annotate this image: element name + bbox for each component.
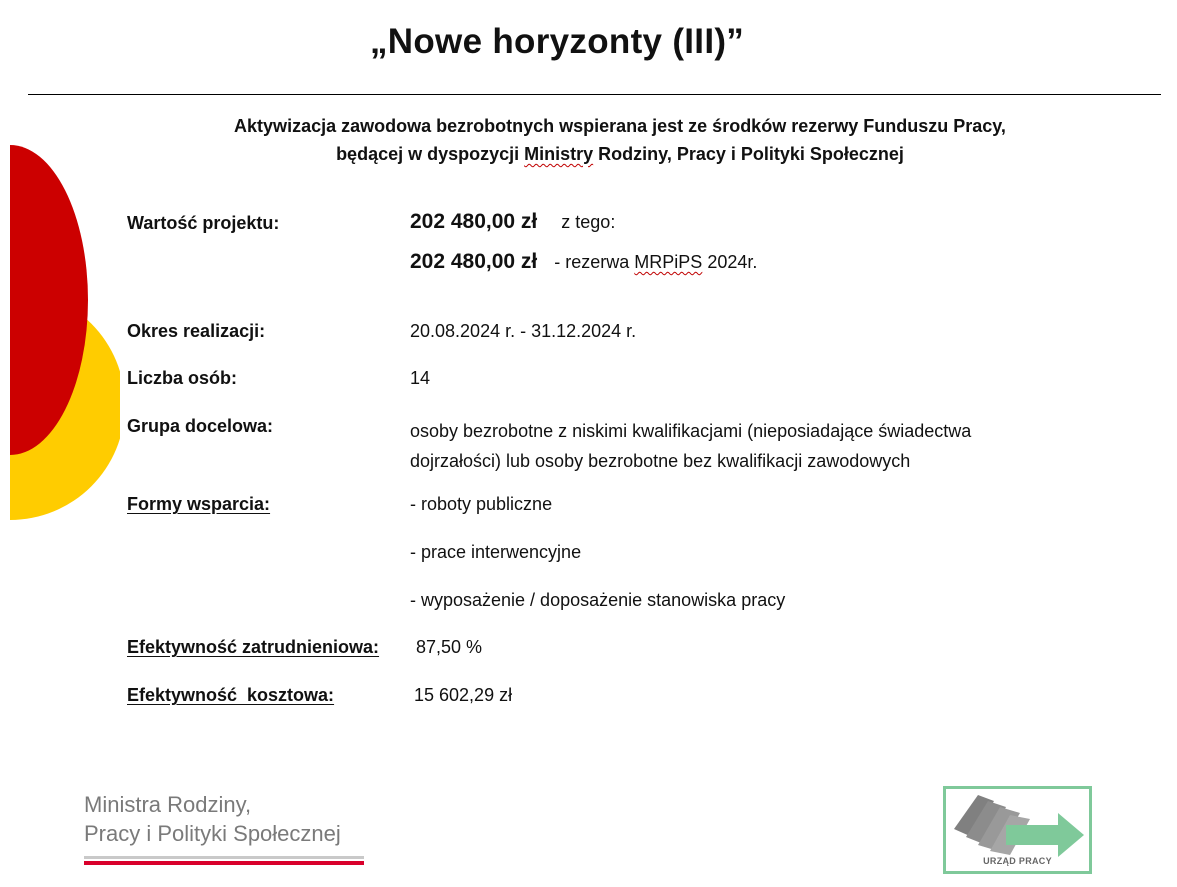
reserve-amount: 202 480,00 zł xyxy=(410,250,538,273)
project-value-row xyxy=(410,210,615,234)
urzad-pracy-logo xyxy=(943,786,1092,874)
target-group-value: osoby bezrobotne z niskimi kwalifikacjami (nieposiadające świadectwa dojrzałości) lub osoby bezrobotne bez kwalifikacji zawodowych xyxy=(410,421,972,471)
cost-efficiency-value: 15 602,29 zł xyxy=(414,685,513,705)
flag-stripe-white xyxy=(84,856,364,859)
project-value-note: z tego: xyxy=(561,212,616,232)
reserve-note: - rezerwa MRPiPS 2024r. xyxy=(554,252,758,272)
flag-stripe-red xyxy=(84,861,364,865)
decorative-semicircles xyxy=(0,0,120,560)
employment-efficiency-value: 87,50 % xyxy=(416,637,483,657)
project-value-label: Wartość projektu: xyxy=(127,213,280,233)
reserve-amount-row xyxy=(410,250,757,274)
spellcheck-marked-word: Ministry xyxy=(524,144,594,164)
title-divider xyxy=(28,94,1161,95)
cost-efficiency-label: Efektywność kosztowa: xyxy=(127,685,335,705)
project-value-amount: 202 480,00 zł xyxy=(410,210,538,233)
ministry-logo-text: Ministra Rodziny, Pracy i Polityki Społecznej xyxy=(84,792,341,846)
people-count-value: 14 xyxy=(410,368,431,388)
support-form-item: - wyposażenie / doposażenie stanowiska pracy xyxy=(410,590,786,610)
target-group-label: Grupa docelowa: xyxy=(127,416,274,436)
support-forms-label: Formy wsparcia: xyxy=(127,494,271,514)
support-form-item: - prace interwencyjne xyxy=(410,542,582,562)
period-value: 20.08.2024 r. - 31.12.2024 r. xyxy=(410,321,637,341)
logo-caption: URZĄD PRACY xyxy=(983,856,1052,866)
people-count-label: Liczba osób: xyxy=(127,368,238,388)
support-form-item: - roboty publiczne xyxy=(410,494,553,514)
period-label: Okres realizacji: xyxy=(127,321,266,341)
subtitle-line-2: będącej w dyspozycji Ministry Rodziny, Pracy i Polityki Społecznej xyxy=(336,144,904,164)
subtitle xyxy=(190,112,1050,168)
employment-efficiency-label: Efektywność zatrudnieniowa: xyxy=(127,637,380,657)
subtitle-line-1: Aktywizacja zawodowa bezrobotnych wspierana jest ze środków rezerwy Funduszu Pracy, xyxy=(234,116,1006,136)
page-title: „Nowe horyzonty (III)” xyxy=(370,22,745,61)
